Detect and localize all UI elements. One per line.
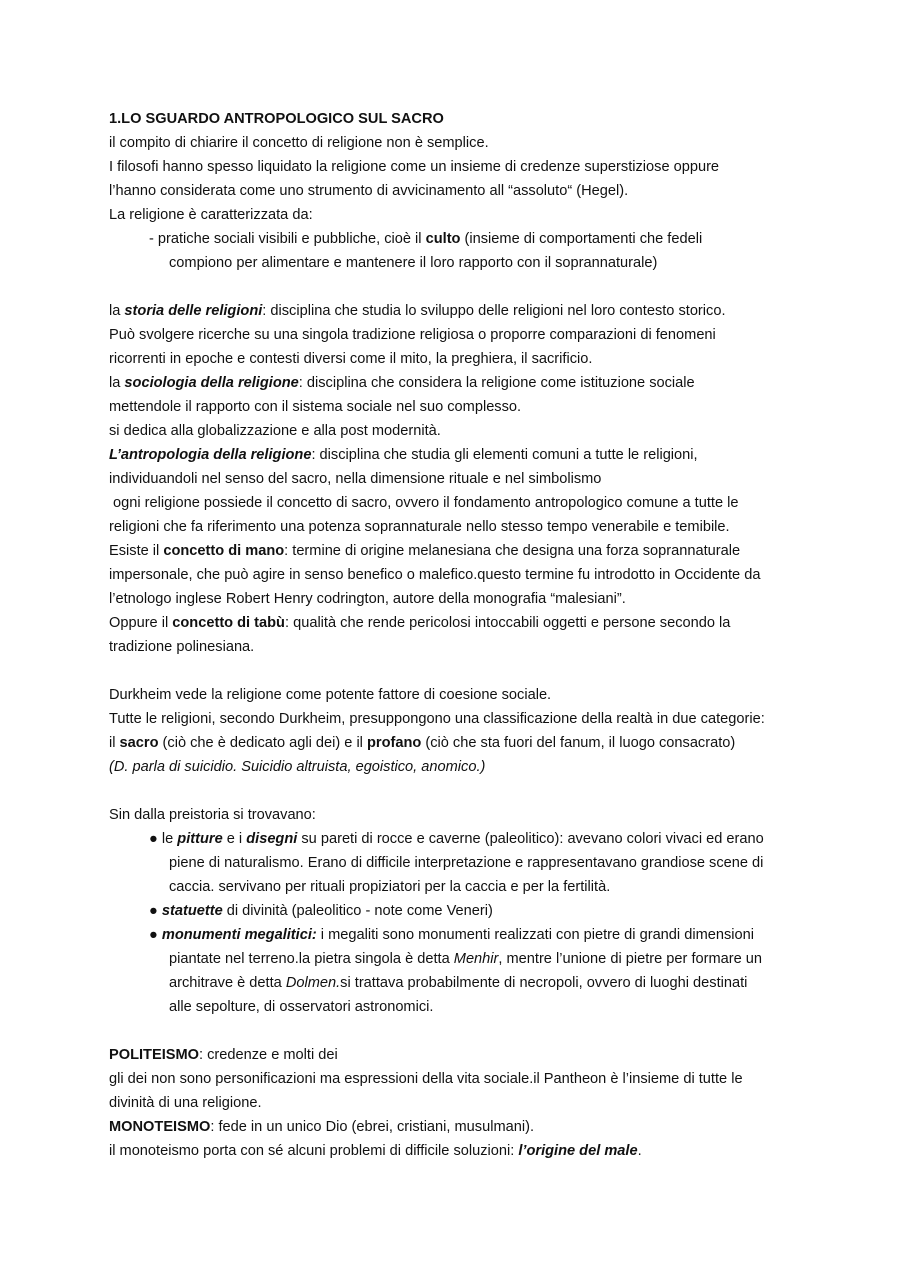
- origine-male-line: il monoteismo porta con sé alcuni problemi di difficile soluzioni: l’origine del male.: [109, 1143, 642, 1159]
- paragraph-line: religioni che fa riferimento una potenza soprannaturale nello stesso tempo venerabile e temibile.: [109, 519, 730, 535]
- concetto-mano-line: Esiste il concetto di mano: termine di origine melanesiana che designa una forza soprannaturale: [109, 543, 741, 559]
- paragraph-line: impersonale, che può agire in senso benefico o malefico.questo termine fu introdotto in Occidente da: [109, 567, 761, 583]
- antropologia-religione-line: L’antropologia della religione: disciplina che studia gli elementi comuni a tutte le religioni,: [109, 447, 698, 463]
- list-item-continuation: architrave è detta Dolmen.si trattava probabilmente di necropoli, ovvero di luoghi destinati: [169, 975, 748, 991]
- monoteismo-line: MONOTEISMO: fede in un unico Dio (ebrei, cristiani, musulmani).: [109, 1119, 534, 1135]
- list-item-megaliti: ● monumenti megalitici: i megaliti sono monumenti realizzati con pietre di grandi dimensioni: [149, 927, 754, 943]
- italic-note: (D. parla di suicidio. Suicidio altruista, egoistico, anomico.): [109, 759, 486, 775]
- paragraph-line: La religione è caratterizzata da:: [109, 207, 313, 223]
- paragraph-line: I filosofi hanno spesso liquidato la religione come un insieme di credenze superstiziose oppure: [109, 159, 720, 175]
- paragraph-line: l’hanno considerata come uno strumento di avvicinamento all “assoluto“ (Hegel).: [109, 183, 629, 199]
- list-item-continuation: caccia. servivano per rituali propiziatori per la caccia e per la fertilità.: [169, 879, 611, 895]
- list-item-continuation: alle sepolture, di osservatori astronomici.: [169, 999, 434, 1015]
- paragraph-line: gli dei non sono personificazioni ma espressioni della vita sociale.il Pantheon è l’insieme di tutte le: [109, 1071, 743, 1087]
- paragraph-line: Durkheim vede la religione come potente fattore di coesione sociale.: [109, 687, 552, 703]
- storia-religioni-line: la storia delle religioni: disciplina che studia lo sviluppo delle religioni nel loro contesto storico.: [109, 303, 726, 319]
- document-title: 1.LO SGUARDO ANTROPOLOGICO SUL SACRO: [109, 111, 444, 127]
- paragraph-line: Può svolgere ricerche su una singola tradizione religiosa o proporre comparazioni di fenomeni: [109, 327, 716, 343]
- list-item-culto: - pratiche sociali visibili e pubbliche, cioè il culto (insieme di comportamenti che fedeli: [149, 231, 703, 247]
- paragraph-line: l’etnologo inglese Robert Henry codrington, autore della monografia “malesiani”.: [109, 591, 626, 607]
- paragraph-line: ricorrenti in epoche e contesti diversi come il mito, la preghiera, il sacrificio.: [109, 351, 593, 367]
- paragraph-line: Tutte le religioni, secondo Durkheim, presuppongono una classificazione della realtà in due categorie:: [109, 711, 765, 727]
- paragraph-line: ogni religione possiede il concetto di sacro, ovvero il fondamento antropologico comune a tutte le: [113, 495, 739, 511]
- list-item-continuation: compiono per alimentare e mantenere il loro rapporto con il soprannaturale): [169, 255, 658, 271]
- blank-line: [109, 659, 809, 683]
- paragraph-line: tradizione polinesiana.: [109, 639, 255, 655]
- politeismo-line: POLITEISMO: credenze e molti dei: [109, 1047, 338, 1063]
- blank-line: [109, 1019, 809, 1043]
- blank-line: [109, 275, 809, 299]
- paragraph-line: divinità di una religione.: [109, 1095, 262, 1111]
- paragraph-line: individuandoli nel senso del sacro, nella dimensione rituale e nel simbolismo: [109, 471, 602, 487]
- paragraph-line: il compito di chiarire il concetto di religione non è semplice.: [109, 135, 489, 151]
- list-item-continuation: piantate nel terreno.la pietra singola è detta Menhir, mentre l’unione di pietre per formare un: [169, 951, 763, 967]
- blank-line: [109, 779, 809, 803]
- document-page: [109, 107, 809, 1163]
- paragraph-line: mettendole il rapporto con il sistema sociale nel suo complesso.: [109, 399, 522, 415]
- sociologia-religione-line: la sociologia della religione: disciplina che considera la religione come istituzione sociale: [109, 375, 695, 391]
- list-item-statuette: ● statuette di divinità (paleolitico - note come Veneri): [149, 903, 493, 919]
- sacro-profano-line: il sacro (ciò che è dedicato agli dei) e il profano (ciò che sta fuori del fanum, il luogo consacrato): [109, 735, 736, 751]
- list-item-continuation: piene di naturalismo. Erano di difficile interpretazione e rappresentavano grandiose scene di: [169, 855, 764, 871]
- paragraph-line: si dedica alla globalizzazione e alla post modernità.: [109, 423, 441, 439]
- paragraph-line: Sin dalla preistoria si trovavano:: [109, 807, 316, 823]
- concetto-tabu-line: Oppure il concetto di tabù: qualità che rende pericolosi intoccabili oggetti e persone secondo la: [109, 615, 731, 631]
- list-item-pitture: ● le pitture e i disegni su pareti di rocce e caverne (paleolitico): avevano colori vivaci ed erano: [149, 831, 764, 847]
